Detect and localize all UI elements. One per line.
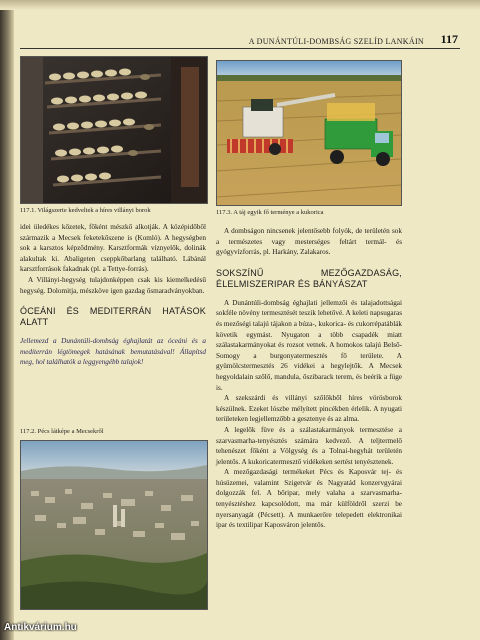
right-paragraph-livestock: A legelők füve és a szálastakarmányok termesztése a szarvasmarha-tenyésztés számára kedvező. A teljtermelő tehenészet főként a Völgység és a Tolnai-hegyhát területén jelentős. A kukoricatermesztő vidékeken sertést tenyésztenek. — [216, 425, 402, 466]
cellar-photo-caption: 117.1. Világszerte kedveltek a híres villányi borok — [20, 207, 151, 214]
climate-task-text: Jellemezd a Dunántúli-dombság éghajlatát az óceáni és a mediterrán légtömegek hatásának bemutatásával! Állapítsd meg, hol találhatók a leggyengébb talajok! — [20, 337, 206, 367]
right-paragraph-crops: A Dunántúli-dombság éghajlati jellemzői és talajadottságai sokféle növény termesztését teszik lehetővé. A keleti napsugaras és mezőségi talajú tájakon a búza-, kukorica- és cukorrépatáblák követik egymást. Nyugaton a több csapadék miatt szálastakarmányokat és rozsot vetnek. A homokos talajú Belső-Somogy a burgonyatermesztés fő területe. A gyümölcstermesztés 26 vidékei a hegylejtők. A Mecsek hegyoldalain szőlő, mandula, őszibarack terem, és beérik a füge is. — [216, 298, 402, 392]
page-number: 117 — [440, 32, 458, 46]
pecs-panorama-photo — [20, 440, 208, 610]
right-paragraph-wine: A szekszárdi és villányi szőlőkből híres vörösborok készülnek. Ezeket lószbe mélyített pincékben érlelik. A nyugati területeken legjellemzőbb a gesztenye és az alma. — [216, 394, 402, 424]
left-text-column — [20, 222, 206, 368]
section-heading-agriculture: SOKSZÍNŰ MEZŐGAZDASÁG, ÉLELMISZERIPAR ÉS BÁNYÁSZAT — [216, 267, 402, 289]
left-paragraph-geology: idei üledékes kőzetek, főként mészkő alkotják. A középidőből származik a Mecsek feketekőszene is (Komló). A hegységben sok a karsztos képződmény. Karsztformák víznyelők, dolinák alakultak ki. Abaligeten cseppkőbarlang található. Lábánál karsztforrások fakadnak (pl. a Tettye-forrás). — [20, 223, 206, 274]
right-paragraph-industry: A mezőgazdasági termékeket Pécs és Kaposvár tej- és húsüzemei, valamint Szigetvár és Nagyatád konzervgyárai dolgozzák fel. A bőripar, mely valaha a szarvasmarha-tenyésztéshez kapcsolódott, ma már külföldről szerzi be nyersanyagát (Pécsett). A munkaerőre telepedett elektronikai ipar és textilipar Kaposváron jelentős. — [216, 468, 402, 530]
wine-cellar-photo — [20, 56, 208, 204]
corn-harvest-photo — [216, 60, 402, 206]
right-text-column — [216, 226, 402, 531]
pecs-panorama-image — [21, 441, 207, 609]
left-paragraph-villany: A Villányi-hegység tulajdonképpen csak kis kiemelkedésű hegység. Dolomitja, mészköve igen gazdag ősmaradványokban. — [20, 275, 206, 295]
pecs-photo-caption: 117.2. Pécs látképe a Mecsekről — [20, 428, 104, 435]
right-paragraph-springs: A dombságon nincsenek jelentősebb folyók, de területén sok a természetes vagy mesterséges feltárt termál- és gyógyvízforrás, pl. Harkány, Zalakaros. — [216, 227, 402, 257]
corn-harvest-image — [217, 61, 401, 205]
section-heading-climate: ÓCEÁNI ÉS MEDITERRÁN HATÁSOK ALATT — [20, 306, 206, 328]
wine-cellar-image — [21, 57, 207, 203]
site-watermark: Antikvárium.hu — [4, 622, 77, 633]
book-spine-shadow — [0, 0, 14, 640]
running-header — [20, 30, 460, 49]
running-title: A DUNÁNTÚLI-DOMBSÁG SZELÍD LANKÁIN — [248, 37, 424, 46]
page-top-shadow — [0, 0, 480, 10]
harvest-photo-caption: 117.3. A táj egyik fő terménye a kukorica — [216, 209, 324, 216]
